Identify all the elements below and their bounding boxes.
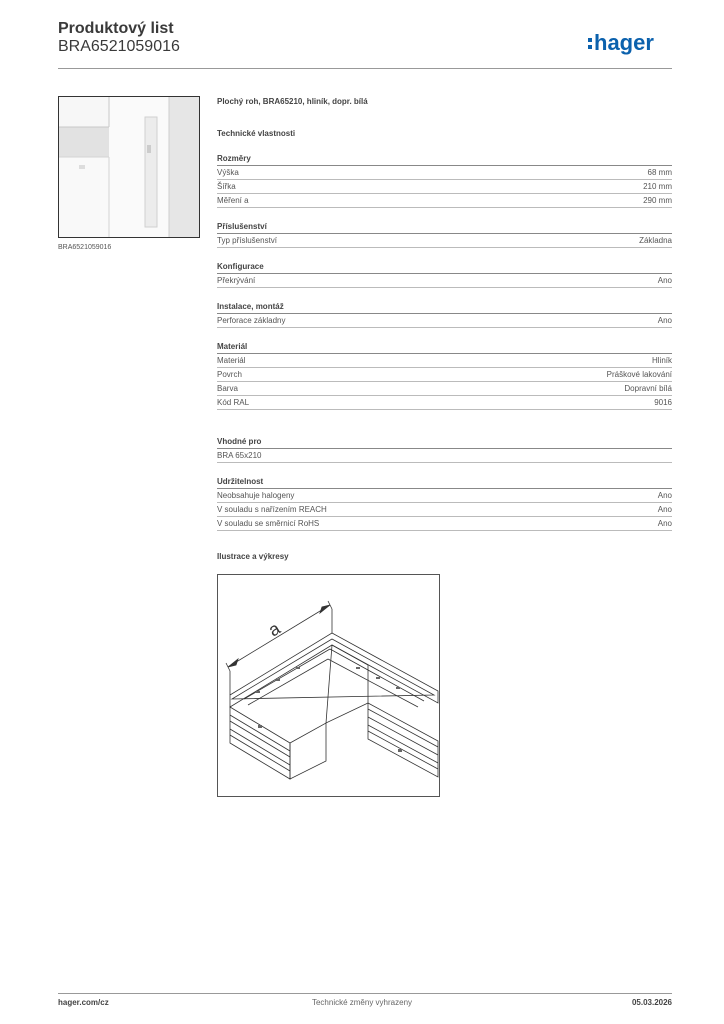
- footer-website-link[interactable]: hager.com/cz: [58, 998, 109, 1007]
- footer-date: 05.03.2026: [631, 998, 672, 1007]
- spec-label: Šířka: [217, 182, 236, 191]
- spec-value: Ano: [657, 276, 672, 285]
- section-title: Materiál: [217, 341, 672, 354]
- spec-value: Dopravní bílá: [624, 384, 672, 393]
- hager-logo: [586, 28, 676, 58]
- section-title: Konfigurace: [217, 261, 672, 274]
- spec-value: 68 mm: [647, 168, 672, 177]
- dimension-label: a: [264, 618, 284, 641]
- photo-caption: BRA6521059016: [58, 244, 112, 251]
- section-material: [217, 341, 672, 410]
- spec-row: [217, 382, 672, 396]
- section-title: Udržitelnost: [217, 476, 672, 489]
- spec-row: [217, 234, 672, 248]
- section-title: Instalace, montáž: [217, 301, 672, 314]
- spec-label: Překrývání: [217, 276, 256, 285]
- spec-row: [217, 396, 672, 410]
- spec-row: [217, 166, 672, 180]
- spec-row: [217, 354, 672, 368]
- flat-corner-drawing-icon: [218, 575, 439, 796]
- tech-properties-title: Technické vlastnosti: [217, 129, 296, 138]
- spec-label: Barva: [217, 384, 238, 393]
- section-title: Rozměry: [217, 153, 672, 166]
- spec-label: Materiál: [217, 356, 246, 365]
- spec-row: [217, 314, 672, 328]
- footer-divider: [58, 993, 672, 994]
- spec-label: V souladu se směrnicí RoHS: [217, 519, 320, 528]
- spec-label: Perforace základny: [217, 316, 286, 325]
- header-divider: [58, 68, 672, 69]
- section-configuration: [217, 261, 672, 288]
- flat-corner-photo-icon: [59, 97, 199, 237]
- spec-label: Výška: [217, 168, 239, 177]
- spec-value: Ano: [657, 519, 672, 528]
- spec-label: Neobsahuje halogeny: [217, 491, 295, 500]
- product-photo: [58, 96, 200, 238]
- spec-value: 9016: [654, 398, 672, 407]
- section-installation: [217, 301, 672, 328]
- technical-drawing: [217, 574, 440, 797]
- logo-text: hager: [594, 30, 654, 55]
- spec-value: Ano: [657, 316, 672, 325]
- section-dimensions: [217, 153, 672, 208]
- spec-row: [217, 368, 672, 382]
- spec-label: Typ příslušenství: [217, 236, 278, 245]
- hager-logo-icon: [586, 28, 676, 58]
- section-title: Příslušenství: [217, 221, 672, 234]
- page-title: Produktový list: [58, 20, 174, 37]
- spec-value: 210 mm: [643, 182, 672, 191]
- spec-row: [217, 489, 672, 503]
- product-code: BRA6521059016: [58, 38, 180, 55]
- spec-row: [217, 274, 672, 288]
- product-description: Plochý roh, BRA65210, hliník, dopr. bílá: [217, 97, 368, 106]
- spec-label: Kód RAL: [217, 398, 250, 407]
- spec-value: Základna: [639, 236, 672, 245]
- spec-value: 290 mm: [643, 196, 672, 205]
- spec-label: BRA 65x210: [217, 451, 262, 460]
- footer-notice: Technické změny vyhrazeny: [311, 998, 413, 1007]
- spec-row: [217, 517, 672, 531]
- spec-value: Ano: [657, 491, 672, 500]
- spec-label: Měření a: [217, 196, 249, 205]
- section-title: Vhodné pro: [217, 436, 672, 449]
- spec-label: Povrch: [217, 370, 242, 379]
- spec-row: [217, 194, 672, 208]
- spec-row: [217, 503, 672, 517]
- spec-label: V souladu s nařízením REACH: [217, 505, 327, 514]
- illustrations-title: Ilustrace a výkresy: [217, 552, 289, 561]
- spec-value: Ano: [657, 505, 672, 514]
- product-details: [217, 96, 672, 563]
- spec-row: [217, 180, 672, 194]
- section-accessories: [217, 221, 672, 248]
- spec-value: Práškové lakování: [606, 370, 672, 379]
- spec-row: [217, 449, 672, 463]
- spec-value: Hliník: [651, 356, 672, 365]
- section-sustainability: [217, 476, 672, 531]
- section-suitable-for: [217, 436, 672, 463]
